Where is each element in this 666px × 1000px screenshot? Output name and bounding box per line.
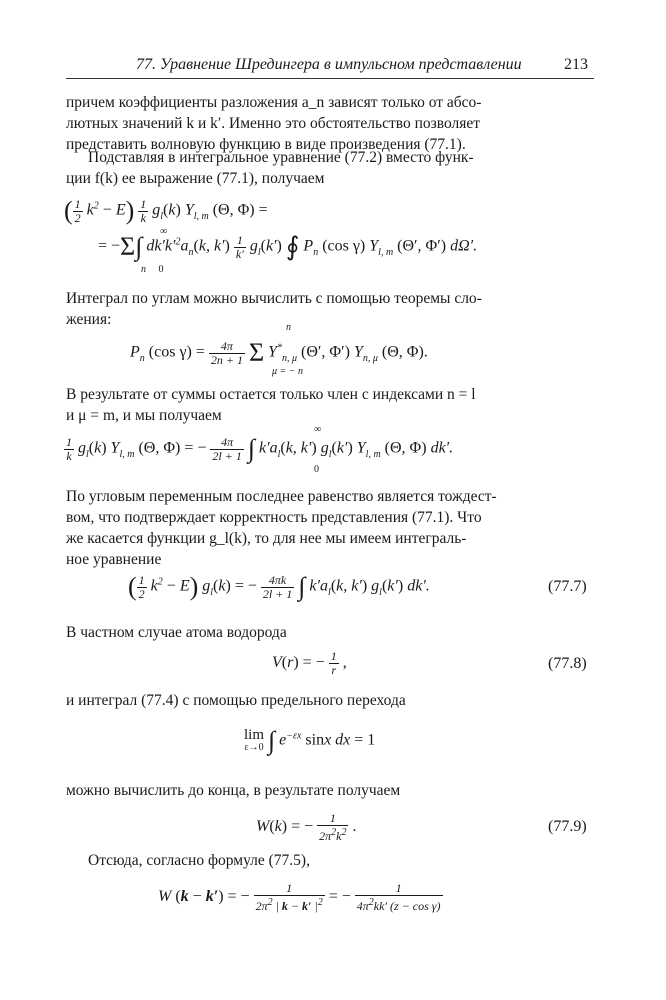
equation-2: $P_n$ (cos γ) = $\frac{4\pi}{2n + 1}$ Σ $Y^*_{n, \mu}$ (Θ′, Φ′) $Y_{n, \mu}$ (Θ, Φ). [130, 338, 428, 367]
equation-1-rhs: = −Σ∫ $dk'k'^2a_n(k$, k′) $\frac{1}{k'}$ $g_l(k')$ ∮ $P_n$ (cos γ) $Y_{l, m}$ (Θ′, Φ′) dΩ′. [98, 232, 478, 261]
text-line: и μ = m, и мы получаем [66, 407, 222, 424]
text-line: жения: [66, 311, 112, 328]
paragraph-1 [66, 92, 594, 155]
text-line: лютных значений k и k′. Именно это обстоятельство позволяет [66, 115, 481, 132]
running-header [66, 56, 594, 80]
equation-6: lim ε→0 ∫ $e^{-\varepsilon x}$ sinx dx = 1 [244, 726, 376, 755]
text-line: Отсюда, согласно формуле (77.5), [88, 852, 310, 869]
equation-5: V(r) = − $\frac{1}{r}$ , [272, 649, 347, 677]
equation-3-lower-limit: 0 [314, 464, 319, 475]
header-rule [66, 78, 594, 79]
text-line: В результате от суммы остается только член с индексами n = l [66, 386, 476, 403]
text-line: ное уравнение [66, 551, 162, 568]
equation-1-upper-limit: ∞ [160, 226, 168, 237]
text-line: можно вычислить до конца, в результате получаем [66, 782, 401, 799]
equation-7: W(k) = − $\frac{1}{2\pi^2k^2}$ . [256, 811, 357, 843]
equation-3: $\frac{1}{k}$ $g_l(k)$ $Y_{l, m}$ (Θ, Φ) = − $\frac{4\pi}{2l + 1}$ ∫ $k'a_l(k$, k′) $g_l(k')$ $Y_{l, m}$ (Θ, Φ) dk′. [66, 434, 454, 463]
equation-4-number: (77.7) [548, 578, 587, 595]
text-line: и интеграл (77.4) с помощью предельного перехода [66, 692, 406, 709]
equation-3-upper-limit: ∞ [314, 424, 322, 435]
equation-2-lower-limit: μ = − n [272, 366, 304, 377]
paragraph-3 [66, 288, 594, 330]
equation-1-sum-index: n 0 [141, 264, 164, 275]
paragraph-8 [66, 780, 594, 801]
paragraph-7 [66, 690, 594, 711]
equation-7-number: (77.9) [548, 818, 587, 835]
paragraph-9 [66, 850, 594, 871]
page-number: 213 [564, 56, 588, 73]
paragraph-5 [66, 486, 594, 570]
text-line: Подставляя в интегральное уравнение (77.2) вместо функ- [88, 149, 474, 166]
equation-2-upper-limit: n [286, 322, 291, 333]
paragraph-6 [66, 622, 594, 643]
text-line: причем коэффициенты разложения a_n зависят только от абсо- [66, 94, 482, 111]
text-line: представить волновую функцию в виде произведения (77.1). [66, 136, 466, 153]
text-line: По угловым переменным последнее равенство является тождест- [66, 488, 497, 505]
equation-8: W (k − k′) = − $\frac{1}{2\pi^2 | k - k' |^2}$ = − $\frac{1}{4\pi^2kk' (z - \cos \gamma)}$ [158, 881, 441, 913]
text-line: вом, что подтверждает корректность представления (77.1). Что [66, 509, 482, 526]
text-line: же касается функции g_l(k), то для нее мы имеем интеграль- [66, 530, 467, 547]
equation-4: ( $\frac{1}{2}$ $k^2 - E$) $g_l(k)$ = − $\frac{4\pi k}{2l + 1}$ ∫ $k'a_l(k$, k′) $g_l(k')$ dk′. [128, 572, 430, 601]
equation-5-number: (77.8) [548, 655, 587, 672]
text-line: Интеграл по углам можно вычислить с помощью теоремы сло- [66, 290, 482, 307]
text-line: ции f(k) ее выражение (77.1), получаем [66, 170, 325, 187]
text-line: В частном случае атома водорода [66, 624, 287, 641]
paragraph-2 [66, 147, 594, 189]
running-header-title: 77. Уравнение Шредингера в импульсном представлении [136, 56, 522, 73]
equation-1-lhs: ( $\frac{1}{2}$ $k^2 - E$) $\frac{1}{k}$ $g_l(k)$ $Y_{l, m}$ (Θ, Φ) = [64, 196, 268, 225]
paragraph-4 [66, 384, 594, 426]
